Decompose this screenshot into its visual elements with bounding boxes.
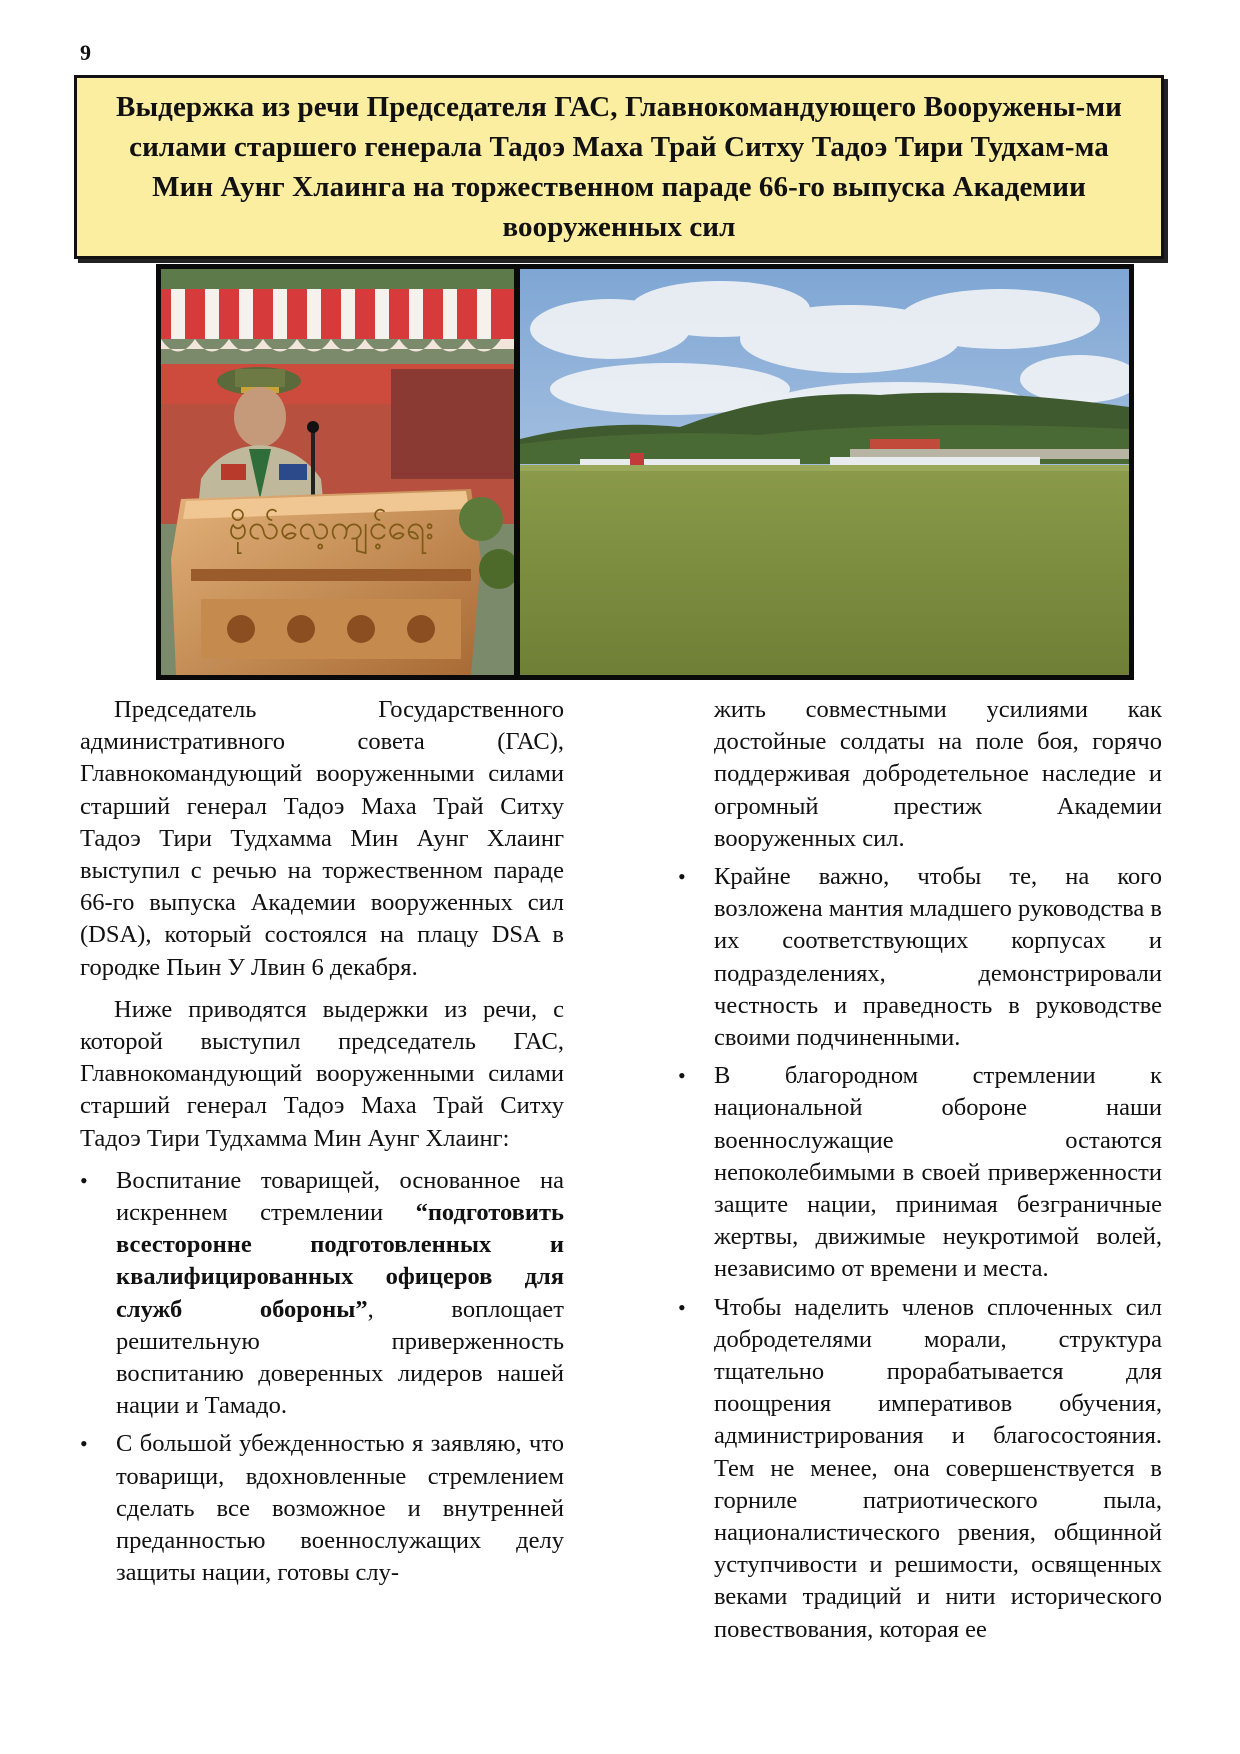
list-item-continuation [678, 694, 1162, 855]
lectern-inscription: ဗိုလ်လေ့ကျင့်ရေး [228, 508, 434, 548]
bullet-icon: • [678, 1063, 686, 1089]
bullet-icon: • [678, 1294, 686, 1320]
list-item [678, 1060, 1162, 1285]
excerpt-intro-paragraph: Ниже приводятся выдержки из речи, с которой выступил председатель ГАС, Главнокомандующий вооруженными силами старший генерал Тадоэ Маха Трай Ситху Тадоэ Тири Тудхамма Мин Аунг Хлаинг: [80, 995, 564, 1152]
title-box [74, 75, 1164, 259]
bullet-icon: • [80, 1167, 88, 1193]
photo-general-at-lectern [161, 269, 514, 675]
article-title: Выдержка из речи Председателя ГАС, Главнокомандующего Вооружены-ми силами старшего генерала Тадоэ Маха Трай Ситху Тадоэ Тири Тудхам-ма Мин Аунг Хлаинга на торжественном параде 66-го выпуска Академии вооруженных сил [116, 91, 1122, 243]
bullet-text: жить совместными усилиями как достойные солдаты на поле боя, горячо поддерживая добродетельное наследие и огромный престиж Академии вооруженных сил. [714, 696, 1162, 852]
bullet-text: , воплощает решительную приверженность воспитанию доверенных лидеров нашей нации и Тамадо. [116, 1295, 564, 1420]
bullet-list-right [678, 694, 1162, 1646]
right-column [678, 694, 1162, 1652]
list-item [80, 1165, 564, 1423]
bullet-list-left [80, 1165, 564, 1590]
page-number: 9 [80, 40, 91, 65]
list-item [678, 861, 1162, 1054]
bullet-bold-quote: “подготовить всесторонне подготовленных и квалифицированных офицеров для служб обороны” [116, 1199, 564, 1323]
intro-paragraph: Председатель Государственного административного совета (ГАС), Главнокомандующий вооруженными силами старший генерал Тадоэ Маха Трай Ситху Тадоэ Тири Тудхамма Мин Аунг Хлаинг выступил с речью на торжественном параде 66-го выпуска Академии вооруженных сил (DSA), который состоялся на плацу DSA в городке Пьин У Лвин 6 декабря. [80, 696, 564, 981]
bullet-text: Крайне важно, чтобы те, на кого возложена мантия младшего руководства в их соответствующих корпусах и подразделениях, демонстрировали честность и праведность в руководстве своими подчиненными. [714, 863, 1162, 1052]
bullet-text: С большой убежденностью я заявляю, что товарищи, вдохновленные стремлением сделать все возможное и внутренней преданностью военнослужащих делу защиты нации, готовы слу- [116, 1430, 564, 1587]
photo-parade-ground [520, 269, 1129, 675]
bullet-text: В благородном стремлении к национальной обороне наши военнослужащие остаются непоколебимыми в своей приверженности защите нации, принимая безграничные жертвы, движимые неукротимой волей, независимо от времени и места. [714, 1062, 1162, 1283]
photo-frame [156, 264, 1134, 680]
bullet-icon: • [80, 1431, 88, 1457]
bullet-text: Воспитание товарищей, основанное на искреннем стремлении [116, 1166, 564, 1227]
left-column [80, 694, 564, 1595]
bullet-text: Чтобы наделить членов сплоченных сил добродетелями морали, структура тщательно прорабатывается для поощрения императивов обучения, администрирования и благосостояния. Тем не менее, она совершенствуется в горниле патриотического пыла, националистического рвения, общинной уступчивости и решимости, освященных веками традиций и нити исторического повествования, которая ее [714, 1293, 1162, 1643]
list-item [80, 1428, 564, 1589]
bullet-icon: • [678, 864, 686, 890]
list-item [678, 1292, 1162, 1646]
